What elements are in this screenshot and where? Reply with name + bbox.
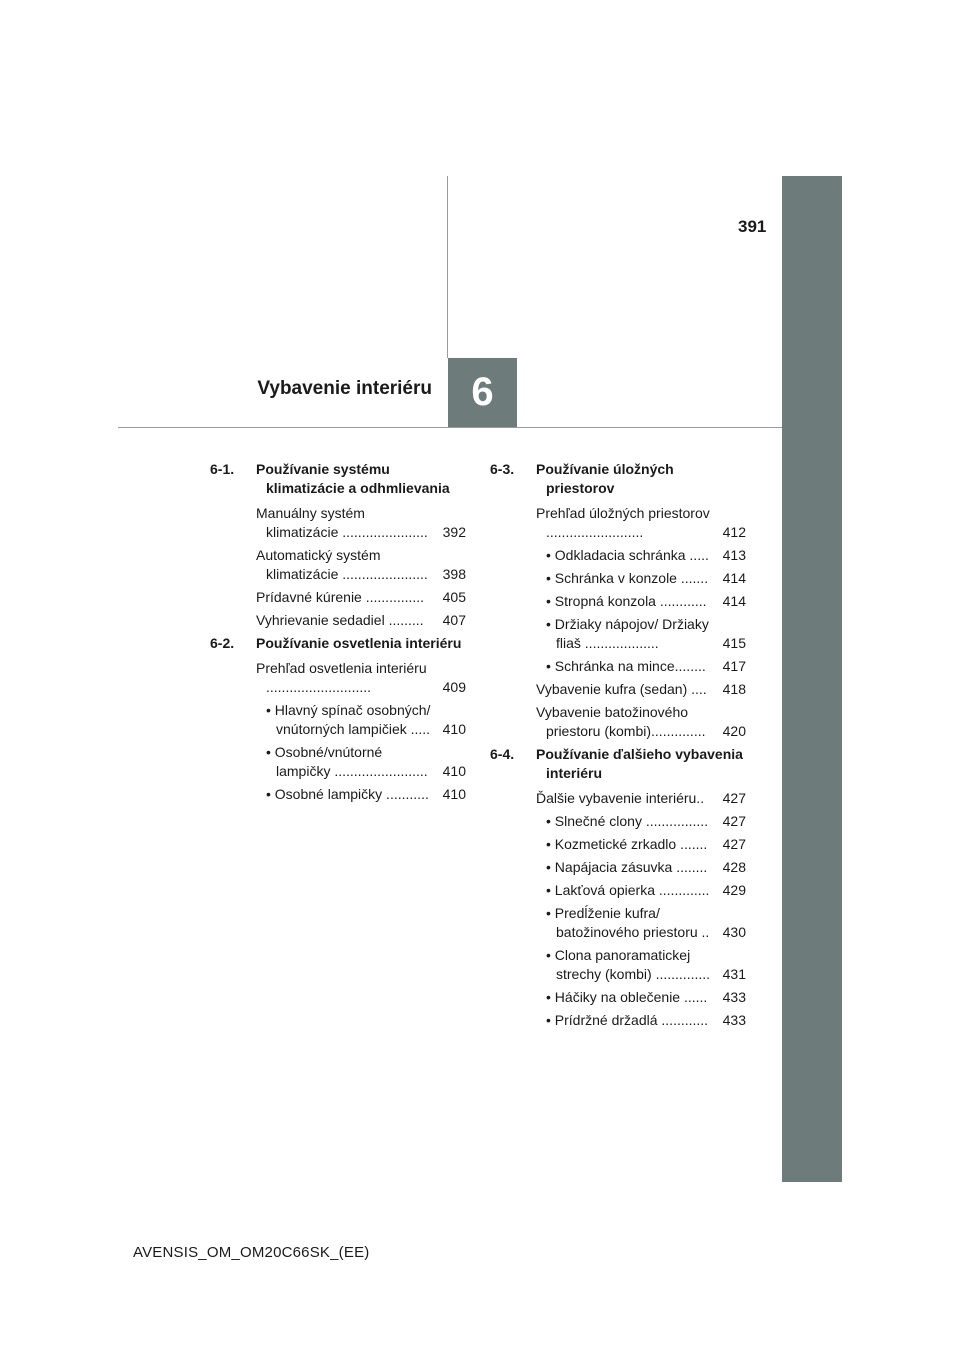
chapter-title: Vybavenie interiéru (257, 378, 432, 399)
toc-entry-title: Ďalšie vybavenie interiéru.. (536, 790, 705, 806)
toc-entry-page: 392 (442, 524, 466, 540)
page-number: 391 (738, 217, 767, 236)
toc-entry-page: 427 (722, 790, 746, 806)
toc-entry-page: 409 (442, 679, 466, 695)
toc-entry[interactable] (490, 835, 746, 854)
toc-entry[interactable] (490, 789, 746, 808)
toc-entry-page: 417 (722, 658, 746, 674)
toc-entry-page: 398 (442, 566, 466, 582)
toc-section-number: 6-3. (490, 461, 515, 477)
toc-entry-title: Vybavenie batožinového priestoru (kombi).............. (536, 704, 706, 739)
toc-entry-page: 431 (722, 966, 746, 982)
toc-entry-title: • Stropná konzola ............ (546, 593, 707, 609)
toc-entry-page: 410 (442, 786, 466, 802)
toc-entry[interactable] (490, 569, 746, 588)
toc-entry-title: • Predĺženie kufra/ batožinového priestoru .. (546, 905, 710, 940)
toc-entry-title: • Schránka na mince........ (546, 658, 706, 674)
toc-entry[interactable] (490, 657, 746, 676)
toc-section-title: Používanie systému klimatizácie a odhmlievania (256, 461, 450, 496)
toc-section-number: 6-2. (210, 635, 235, 651)
toc-entry-page: 420 (722, 723, 746, 739)
toc-entry[interactable] (210, 588, 466, 607)
header-horizontal-rule (118, 427, 782, 428)
toc-entry-title: • Schránka v konzole ....... (546, 570, 709, 586)
toc-entry-page: 414 (722, 593, 746, 609)
toc-entry[interactable] (490, 1011, 746, 1030)
toc-entry[interactable] (490, 546, 746, 565)
toc-entry-title: • Lakťová opierka ............. (546, 882, 710, 898)
toc-entry-page: 414 (722, 570, 746, 586)
toc-section-number: 6-1. (210, 461, 235, 477)
toc-entry-title: Prehľad osvetlenia interiéru ........................... (256, 660, 427, 695)
toc-entry[interactable] (210, 659, 466, 697)
chapter-number-box (448, 358, 517, 427)
toc-entry-title: • Slnečné clony ................ (546, 813, 709, 829)
toc-entry-title: • Napájacia zásuvka ........ (546, 859, 708, 875)
toc-entry-page: 429 (722, 882, 746, 898)
toc-entry-title: Manuálny systém klimatizácie ...................... (256, 505, 428, 540)
toc-entry-page: 428 (722, 859, 746, 875)
toc-entry-page: 433 (722, 989, 746, 1005)
toc-entry-title: Automatický systém klimatizácie ...................... (256, 547, 428, 582)
toc-section-heading (210, 634, 466, 653)
toc-entry-page: 407 (442, 612, 466, 628)
toc-section-title: Používanie osvetlenia interiéru (256, 635, 462, 651)
toc-entry-title: • Prídržné držadlá ............ (546, 1012, 709, 1028)
toc-entry-page: 413 (722, 547, 746, 563)
toc-entry-page: 427 (722, 813, 746, 829)
toc-section-title: Používanie ďalšieho vybavenia interiéru (536, 746, 743, 781)
toc-section-number: 6-4. (490, 746, 515, 762)
toc-entry[interactable] (210, 785, 466, 804)
toc-entry-page: 418 (722, 681, 746, 697)
toc-entry[interactable] (490, 615, 746, 653)
toc-entry[interactable] (210, 743, 466, 781)
footer-document-code: AVENSIS_OM_OM20C66SK_(EE) (133, 1244, 370, 1261)
toc-entry[interactable] (490, 946, 746, 984)
toc-entry-title: • Osobné/vnútorné lampičky ........................ (266, 744, 428, 779)
toc-entry-page: 410 (442, 763, 466, 779)
toc-entry-title: • Háčiky na oblečenie ...... (546, 989, 708, 1005)
header-vertical-rule (447, 176, 448, 358)
toc-entry-title: • Osobné lampičky ........... (266, 786, 429, 802)
toc-entry-title: • Hlavný spínač osobných/ vnútorných lampičiek ..... (266, 702, 431, 737)
toc-entry-title: Vybavenie kufra (sedan) .... (536, 681, 707, 697)
toc-entry[interactable] (210, 701, 466, 739)
toc-entry[interactable] (210, 546, 466, 584)
toc-entry-page: 427 (722, 836, 746, 852)
chapter-side-tab (782, 176, 842, 1182)
toc-entry-title: • Kozmetické zrkadlo ....... (546, 836, 708, 852)
toc-entry-title: • Clona panoramatickej strechy (kombi) .............. (546, 947, 711, 982)
toc-entry-page: 405 (442, 589, 466, 605)
toc-entry[interactable] (490, 858, 746, 877)
toc-entry[interactable] (490, 680, 746, 699)
toc-column-left (210, 460, 466, 808)
toc-entry[interactable] (490, 988, 746, 1007)
toc-entry[interactable] (490, 812, 746, 831)
toc-entry-page: 412 (722, 524, 746, 540)
toc-entry[interactable] (490, 703, 746, 741)
toc-section-heading (210, 460, 466, 498)
toc-entry[interactable] (210, 611, 466, 630)
toc-column-right (490, 460, 746, 1034)
toc-entry[interactable] (490, 904, 746, 942)
toc-entry[interactable] (490, 592, 746, 611)
toc-entry-title: • Držiaky nápojov/ Držiaky fliaš ................... (546, 616, 709, 651)
chapter-number: 6 (471, 370, 494, 414)
toc-entry[interactable] (210, 504, 466, 542)
toc-entry-title: Prídavné kúrenie ............... (256, 589, 425, 605)
toc-section-heading (490, 460, 746, 498)
toc-entry-page: 430 (722, 924, 746, 940)
toc-entry-title: Vyhrievanie sedadiel ......... (256, 612, 424, 628)
toc-entry[interactable] (490, 881, 746, 900)
toc-entry-title: Prehľad úložných priestorov ......................... (536, 505, 710, 540)
toc-entry-page: 415 (722, 635, 746, 651)
toc-section-title: Používanie úložných priestorov (536, 461, 674, 496)
toc-section-heading (490, 745, 746, 783)
toc-entry-title: • Odkladacia schránka ..... (546, 547, 709, 563)
toc-entry-page: 410 (442, 721, 466, 737)
toc-entry[interactable] (490, 504, 746, 542)
toc-entry-page: 433 (722, 1012, 746, 1028)
